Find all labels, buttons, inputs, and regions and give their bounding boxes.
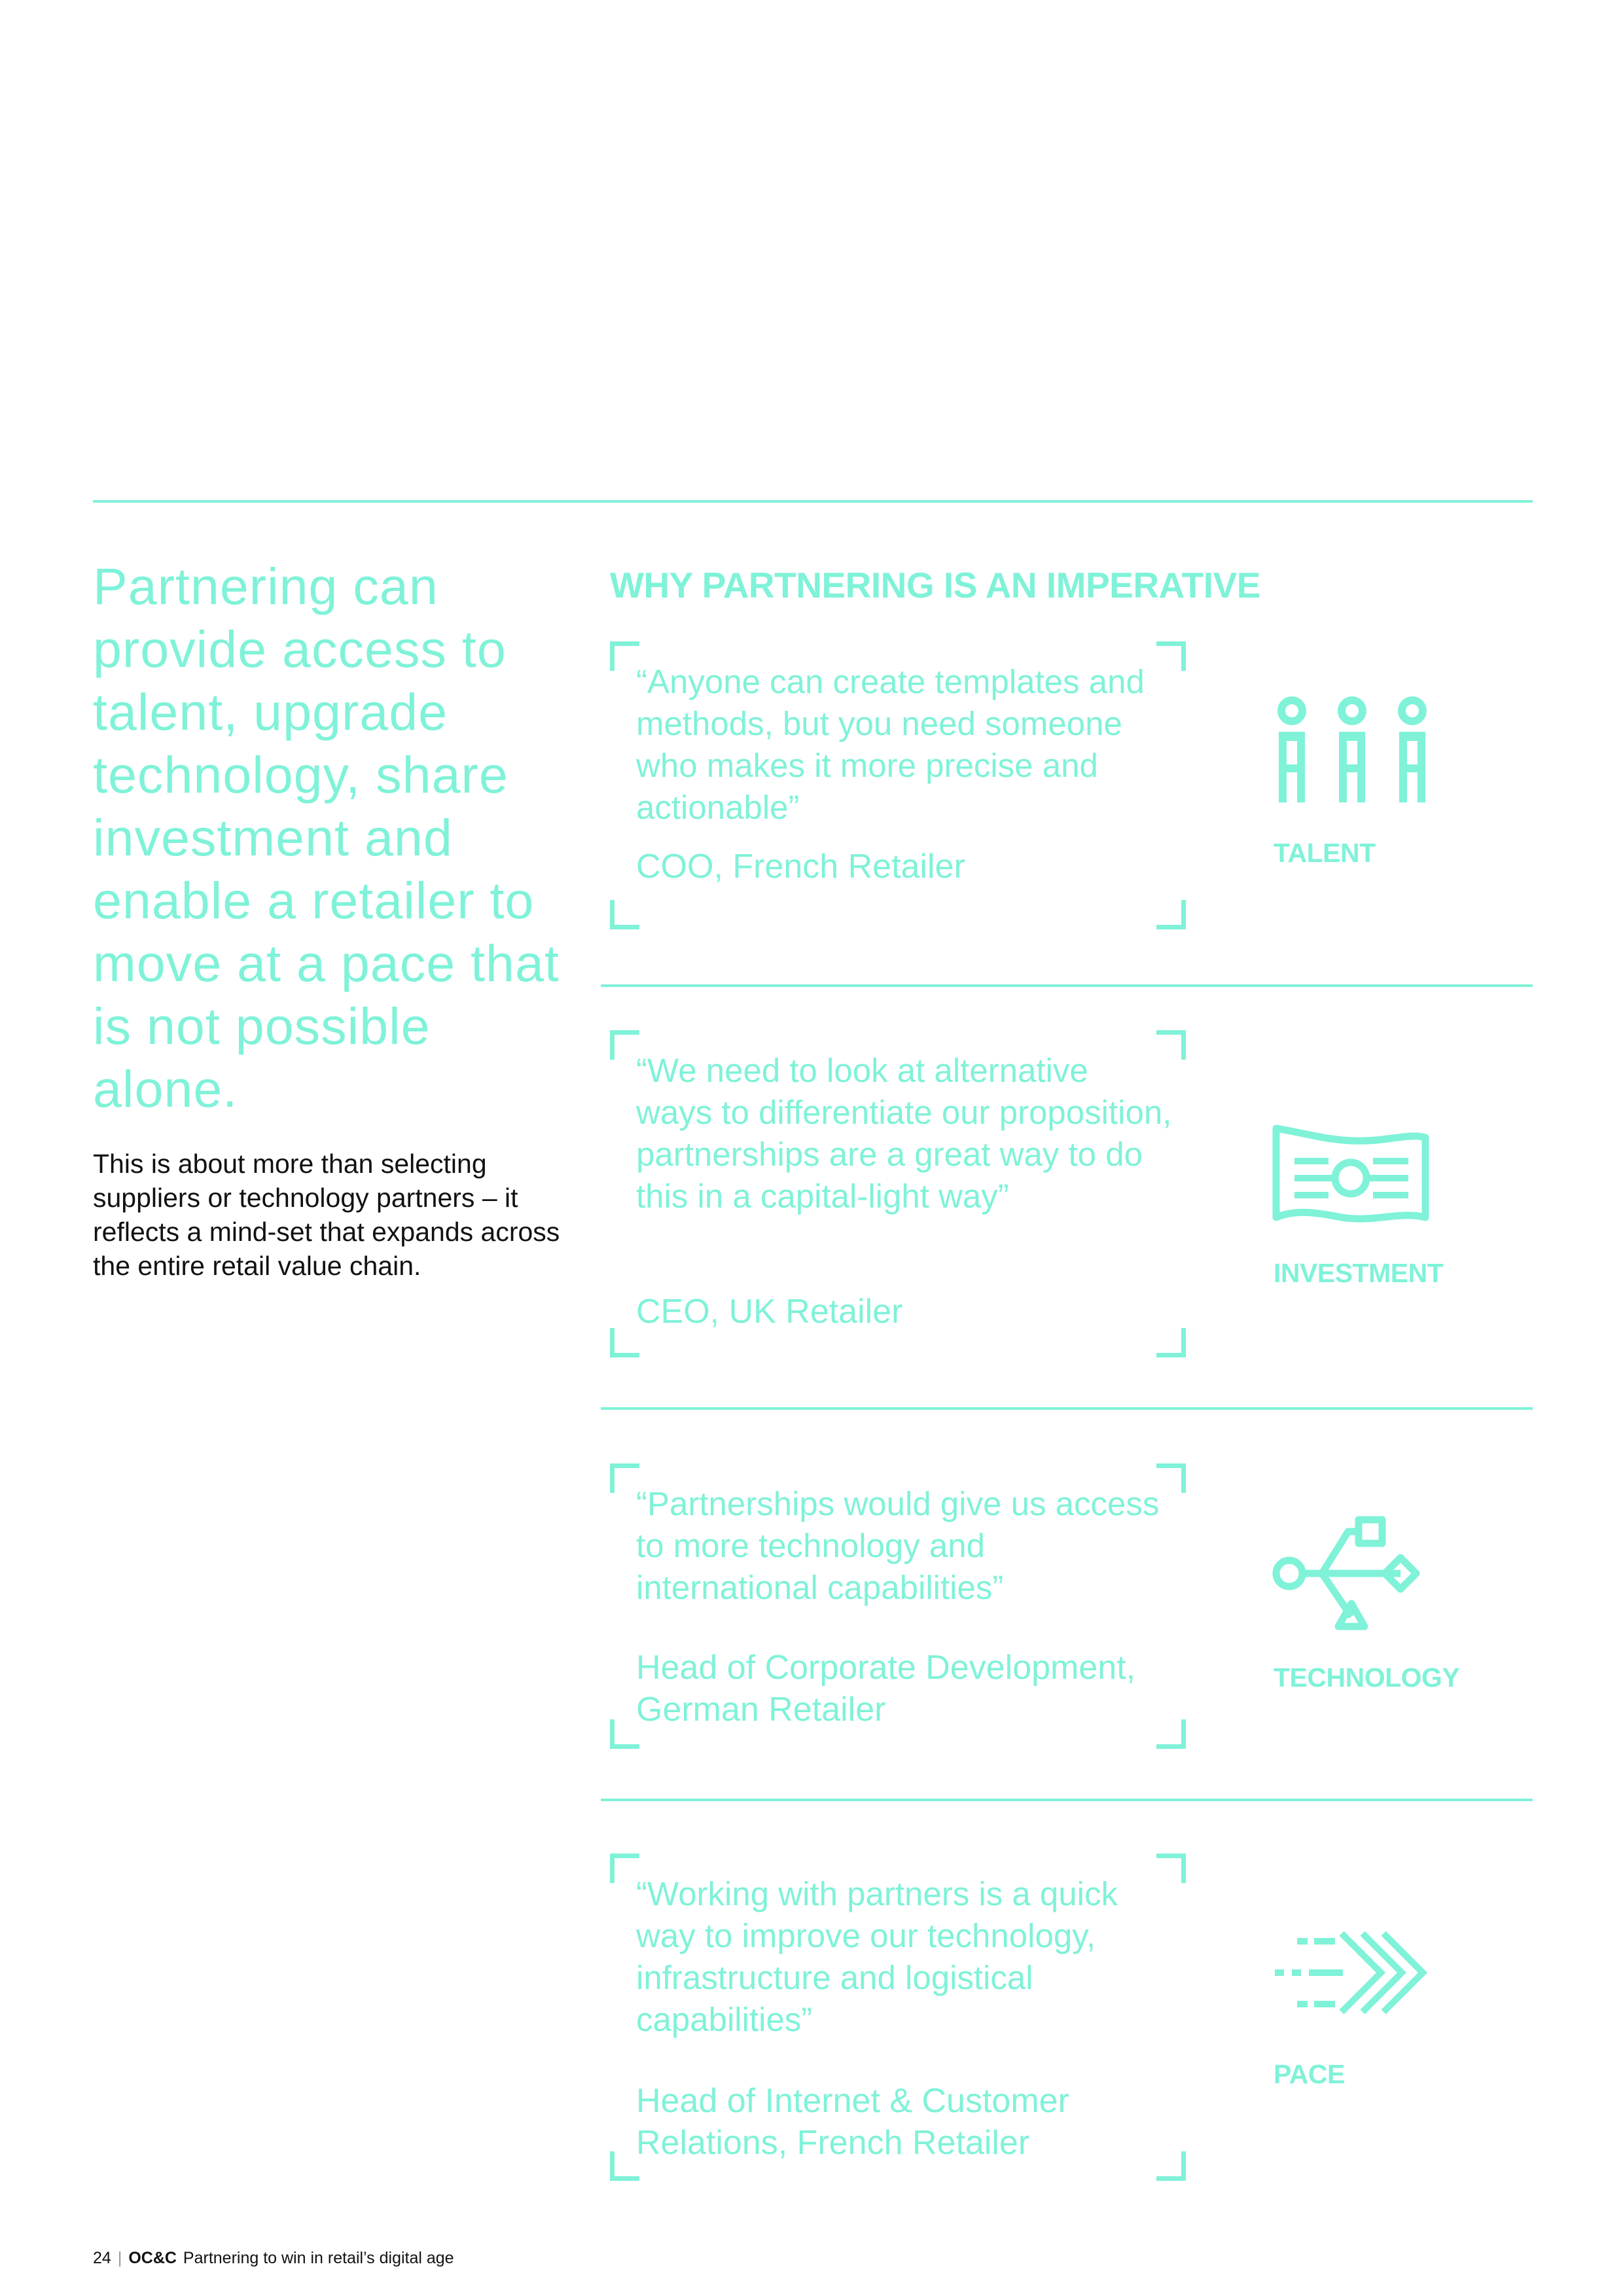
theme-label-pace: PACE [1274, 2059, 1345, 2089]
quote-attribution: Head of Internet & Customer Relations, French Retailer [636, 2082, 1069, 2162]
quote-attribution: COO, French Retailer [636, 848, 965, 886]
fast-forward-arrows-icon [1270, 1924, 1433, 2026]
quote-text: “Working with partners is a quick way to improve our technology, infrastructure and logistical capabilities” [636, 1875, 1118, 2038]
banknote-icon [1270, 1119, 1433, 1240]
theme-label-talent: TALENT [1274, 838, 1376, 868]
bracket-corner [610, 2151, 639, 2181]
page-footer [93, 2249, 454, 2268]
quote-text: “Partnerships would give us access to more technology and international capabilities” [636, 1485, 1160, 1606]
bracket-corner [610, 1719, 639, 1749]
quote-text: “We need to look at alternative ways to differentiate our proposition, partnerships are a great way to do this in a capital-light way” [636, 1052, 1172, 1215]
section-title: WHY PARTNERING IS AN IMPERATIVE [610, 565, 1260, 605]
theme-label-technology: TECHNOLOGY [1274, 1662, 1460, 1693]
bracket-corner [610, 1463, 639, 1493]
quote-text: “Anyone can create templates and methods, but you need someone who makes it more precise and actionable” [636, 663, 1145, 826]
usb-icon [1270, 1505, 1433, 1640]
quote-attribution: Head of Corporate Development, German Retailer [636, 1649, 1136, 1729]
section-divider [601, 1799, 1533, 1801]
quote-attribution: CEO, UK Retailer [636, 1293, 903, 1331]
document-title: Partnering to win in retail’s digital age [183, 2249, 454, 2267]
quote-card-investment [610, 1030, 1186, 1357]
top-divider [93, 500, 1533, 503]
quote-card-pace [610, 1854, 1186, 2181]
brand-name: OC&C [128, 2249, 177, 2267]
intro-paragraph: This is about more than selecting suppliers or technology partners – it reflects a mind-set that expands across the entire retail value chain. [93, 1149, 560, 1281]
section-divider [601, 984, 1533, 987]
people-icon [1270, 694, 1433, 815]
bracket-corner [1156, 900, 1186, 929]
bracket-corner [610, 641, 639, 671]
footer-separator: | [117, 2249, 122, 2267]
headline: Partnering can provide access to talent, upgrade technology, share investment and enable a retailer to move at a pace that is not possible alone. [93, 557, 560, 1118]
theme-label-investment: INVESTMENT [1274, 1258, 1444, 1288]
bracket-corner [610, 900, 639, 929]
bracket-corner [610, 1328, 639, 1357]
quote-card-talent [610, 641, 1186, 929]
section-divider [601, 1407, 1533, 1410]
quote-card-technology [610, 1463, 1186, 1749]
bracket-corner [610, 1854, 639, 1883]
bracket-corner [610, 1030, 639, 1060]
page-number: 24 [93, 2249, 111, 2267]
